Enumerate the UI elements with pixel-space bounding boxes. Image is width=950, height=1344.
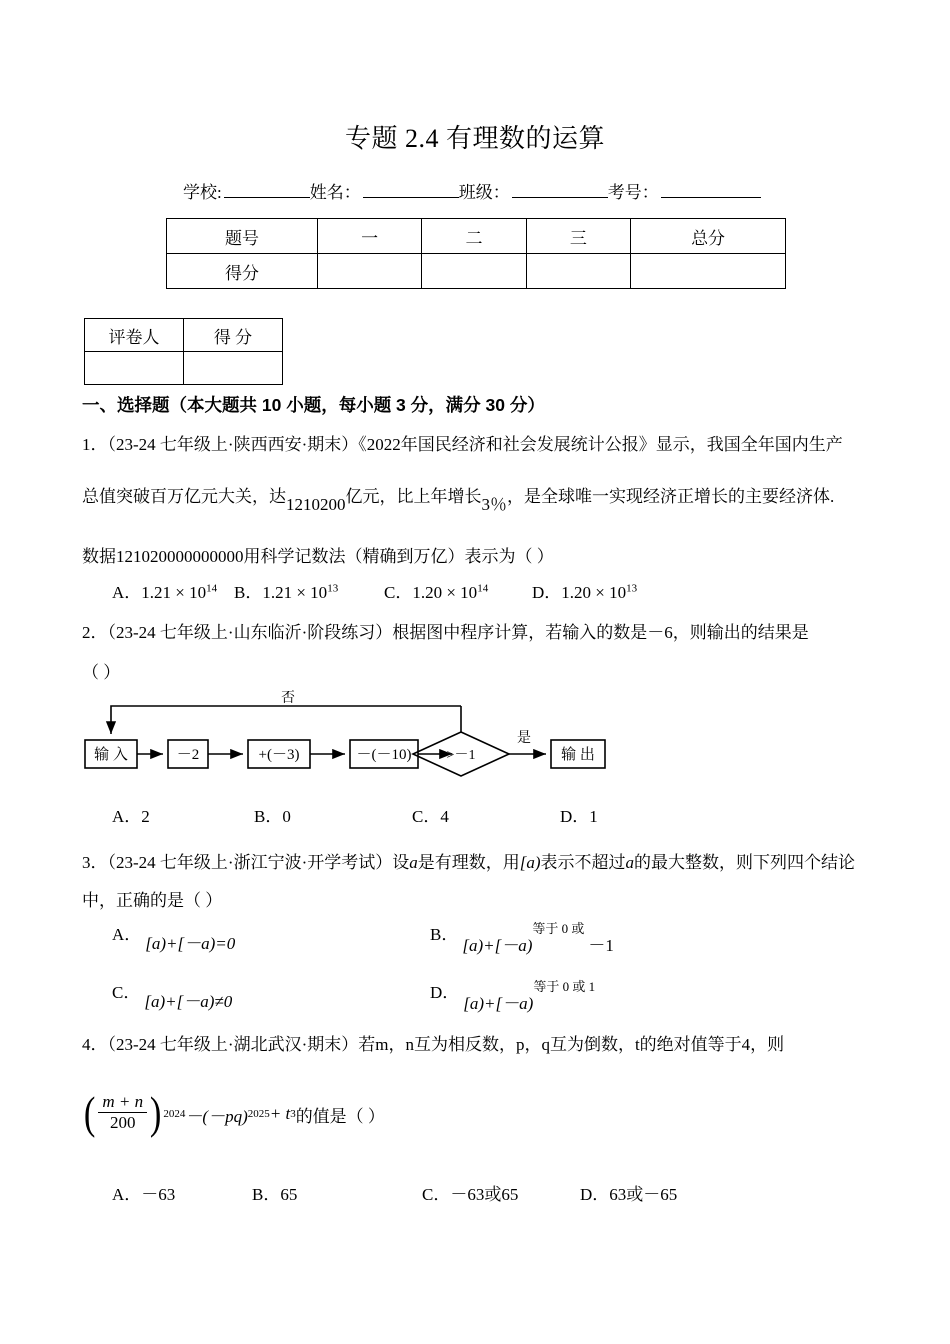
question-3-number: 3．: [82, 853, 108, 872]
option-a[interactable]: [112, 578, 234, 603]
section-heading: 一、选择题（本大题共 10 小题，每小题 3 分，满分 30 分）: [82, 395, 545, 415]
question-3-option-d[interactable]: [430, 978, 596, 1013]
option-b[interactable]: [254, 802, 412, 827]
option-b-exponent: 13: [327, 582, 339, 595]
option-d[interactable]: [532, 578, 637, 603]
grader-header-reviewer: 评卷人: [85, 319, 184, 352]
option-c-exponent: 14: [477, 582, 489, 595]
option-d-suffix: 等于 0 或 1: [533, 979, 596, 994]
score-cell: 总分: [631, 219, 786, 254]
formula-right-paren: ): [149, 1087, 162, 1139]
question-3-option-c[interactable]: [112, 978, 233, 1011]
formula-outer-exponent: 2024: [163, 1108, 186, 1121]
option-c-label: C．: [412, 807, 441, 826]
option-b-suffix: 等于 0 或: [532, 921, 585, 936]
identity-line: [183, 178, 761, 203]
option-c-value: 4: [440, 807, 449, 826]
school-blank[interactable]: [224, 183, 310, 198]
score-table: [166, 218, 786, 289]
option-b-label: B．: [430, 925, 459, 944]
fraction-denominator: 200: [109, 1112, 136, 1132]
question-3-option-a[interactable]: [112, 920, 236, 953]
flow-node-decision-label: >－1: [446, 748, 476, 763]
question-3-option-b[interactable]: [430, 920, 614, 955]
option-d-label: D．: [560, 807, 590, 826]
grader-header-score: 得 分: [184, 319, 283, 352]
score-cell: 一: [317, 219, 421, 254]
score-cell[interactable]: [317, 254, 421, 289]
formula-minus-term: －(－pq): [185, 1106, 248, 1126]
exam-no-blank[interactable]: [661, 183, 761, 198]
question-3-text-a: 设: [392, 853, 410, 872]
question-3-line-2: 中，正确的是（ ）: [82, 891, 223, 910]
grader-table: [84, 318, 283, 385]
option-a-expression: [a)+[－a)=0: [145, 934, 236, 953]
option-c[interactable]: [422, 1180, 580, 1205]
question-3-source: （23-24 七年级上·浙江宁波·开学考试）: [107, 853, 393, 872]
option-b-value: 65: [280, 1185, 298, 1204]
table-row: [167, 254, 786, 289]
question-4-formula: [82, 1087, 385, 1139]
flow-edge-no: [111, 706, 461, 734]
question-3-text-c: 表示不超过: [540, 853, 626, 872]
formula-tail: 的值是（ ）: [295, 1106, 385, 1126]
option-c-label: C．: [112, 983, 141, 1002]
option-d-label: D．: [532, 583, 562, 602]
flow-node-output-label: 输 出: [561, 747, 595, 763]
option-c-label: C．: [422, 1185, 451, 1204]
class-blank[interactable]: [512, 183, 608, 198]
score-cell: 二: [422, 219, 526, 254]
flow-node-step3-label: －(－10): [356, 747, 412, 763]
option-c-expression: [a)+[－a)≠0: [144, 992, 233, 1011]
flow-edge-no-label: 否: [281, 691, 295, 706]
question-1-text-c: ，是全球唯一实现经济正增长的主要经济体.: [507, 487, 835, 506]
question-4-text: 若m，n互为相反数，p，q互为倒数，t的绝对值等于4，则: [358, 1035, 785, 1054]
option-b-expression: [a)+[－a): [462, 935, 533, 955]
option-d[interactable]: [560, 802, 598, 827]
formula-plus-term: + t: [269, 1104, 291, 1124]
option-b-label: B．: [234, 583, 263, 602]
question-2-line-1: [82, 618, 809, 643]
option-d-label: D．: [430, 983, 460, 1002]
option-b-value: 1.21 × 10: [262, 583, 328, 602]
flow-node-step2-label: +(－3): [258, 747, 300, 763]
option-a[interactable]: [112, 1180, 252, 1205]
flowchart-svg: [80, 690, 640, 800]
option-a-label: A．: [112, 1185, 142, 1204]
option-d-value: 1: [589, 807, 598, 826]
option-b[interactable]: [252, 1180, 422, 1205]
option-a-exponent: 14: [206, 582, 218, 595]
option-a-value: －63: [141, 1185, 176, 1204]
score-cell: 三: [526, 219, 630, 254]
page-title: 专题 2.4 有理数的运算: [344, 124, 605, 153]
question-1-line-1: [82, 430, 843, 455]
question-3-text-d: 的最大整数，则下列四个结论: [634, 853, 856, 872]
formula-left-paren: (: [83, 1087, 96, 1139]
option-b[interactable]: [234, 578, 384, 603]
flow-node-step1-label: －2: [176, 747, 200, 763]
option-d-expression: [a)+[－a): [463, 993, 534, 1013]
option-b-label: B．: [254, 807, 283, 826]
question-2-line-2: （ ）: [82, 663, 121, 682]
program-flowchart: [80, 690, 640, 800]
class-label: 班级：: [458, 183, 510, 202]
question-2-text: 根据图中程序计算，若输入的数是－6，则输出的结果是: [392, 623, 809, 642]
question-1-value: 1210200: [286, 495, 346, 514]
question-4-number: 4．: [82, 1035, 108, 1054]
question-3-var-b: a: [625, 853, 635, 872]
question-3-text-b: 是有理数，用: [417, 853, 520, 872]
question-4-source: （23-24 七年级上·湖北武汉·期末）: [107, 1035, 359, 1054]
question-4-line-1: [82, 1030, 784, 1055]
fraction-numerator: m + n: [98, 1092, 147, 1113]
question-1-text-b: 亿元，比上年增长: [345, 487, 482, 506]
option-d[interactable]: [580, 1180, 677, 1205]
option-b-suffix-tail: －1: [588, 935, 614, 955]
question-1-source: （23-24 七年级上·陕西西安·期末）: [107, 435, 359, 454]
flow-node-input-label: 输 入: [94, 747, 128, 763]
question-1-percent: 3％: [481, 495, 507, 514]
question-1-text: 《2022年国民经济和社会发展统计公报》显示，我国全年国内生产: [358, 435, 843, 454]
option-c-value: 1.20 × 10: [412, 583, 478, 602]
table-row: [85, 352, 283, 385]
name-blank[interactable]: [363, 183, 459, 198]
question-1-line-2: [82, 482, 835, 514]
option-d-value: 1.20 × 10: [561, 583, 627, 602]
option-d-label: D．: [580, 1185, 610, 1204]
option-c-value: －63或65: [450, 1185, 519, 1204]
question-1-text-a: 总值突破百万亿元大关，达: [82, 487, 286, 506]
question-2-options: [112, 802, 598, 827]
grader-cell-reviewer[interactable]: [85, 352, 184, 385]
option-a-label: A．: [112, 583, 142, 602]
question-1-options: [112, 578, 637, 603]
question-4-options: [112, 1180, 677, 1205]
score-row-header: 题号: [167, 219, 318, 254]
score-cell[interactable]: [422, 254, 526, 289]
exam-no-label: 考号：: [607, 183, 659, 202]
option-a-label: A．: [112, 925, 142, 944]
option-c[interactable]: [412, 802, 560, 827]
table-row: [85, 319, 283, 352]
option-a-value: 1.21 × 10: [141, 583, 207, 602]
option-a[interactable]: [112, 802, 254, 827]
flow-edge-yes-label: 是: [517, 731, 531, 746]
name-label: 姓名：: [309, 183, 361, 202]
option-d-exponent: 13: [626, 582, 638, 595]
option-d-value: 63或－65: [609, 1185, 678, 1204]
question-2-source: （23-24 七年级上·山东临沂·阶段练习）: [107, 623, 393, 642]
question-3-line-1: [82, 848, 855, 873]
question-1-number: 1．: [82, 435, 108, 454]
option-a-value: 2: [141, 807, 150, 826]
option-b-label: B．: [252, 1185, 281, 1204]
score-row-header: 得分: [167, 254, 318, 289]
question-2-number: 2．: [82, 623, 108, 642]
school-label: 学校:: [183, 183, 222, 202]
formula-plus-exponent: 3: [290, 1108, 296, 1121]
formula-minus-exponent: 2025: [247, 1108, 270, 1121]
grader-cell-score[interactable]: [184, 352, 283, 385]
option-c[interactable]: [384, 578, 532, 603]
score-cell[interactable]: [526, 254, 630, 289]
option-a-label: A．: [112, 807, 142, 826]
question-3-floor-notation: [a): [519, 853, 541, 872]
formula-fraction: [98, 1092, 147, 1133]
option-c-label: C．: [384, 583, 413, 602]
table-row: [167, 219, 786, 254]
score-cell[interactable]: [631, 254, 786, 289]
option-b-value: 0: [282, 807, 291, 826]
question-3-var-a: a: [409, 853, 418, 872]
question-1-line-3: 数据121020000000000用科学记数法（精确到万亿）表示为（ ）: [82, 547, 554, 566]
